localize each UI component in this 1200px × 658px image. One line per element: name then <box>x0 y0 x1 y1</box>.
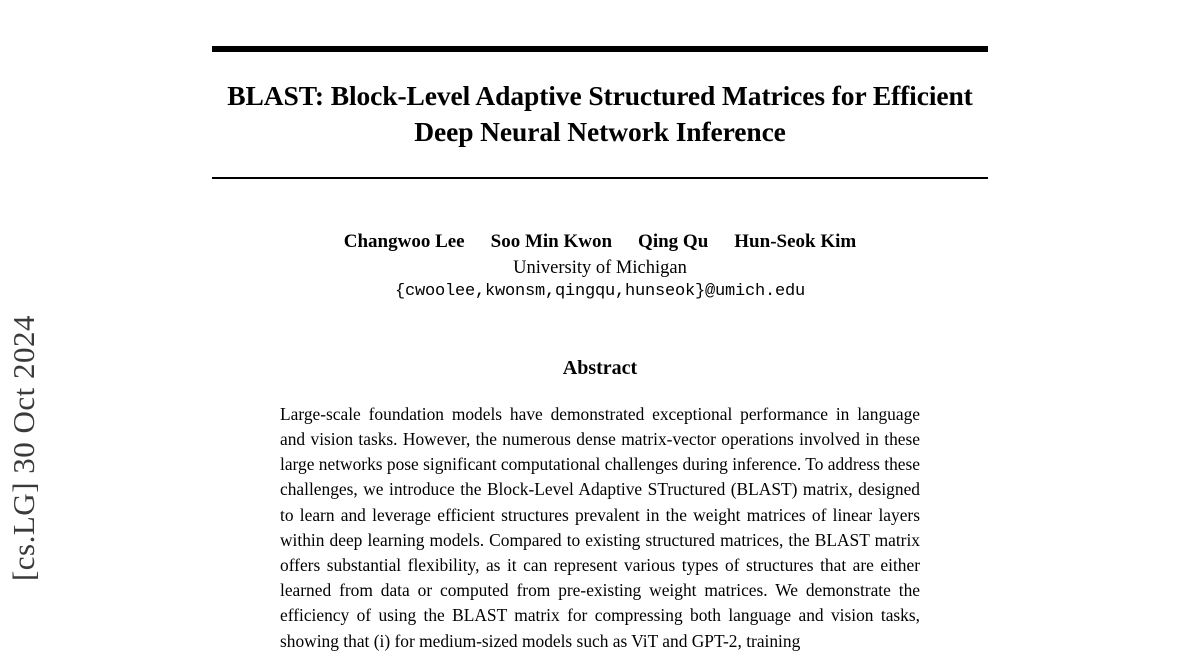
arxiv-identifier-stamp: [cs.LG] 30 Oct 2024 <box>6 314 41 582</box>
author-name: Soo Min Kwon <box>490 230 613 252</box>
abstract-body <box>280 402 920 654</box>
author-list <box>212 231 988 253</box>
author-emails: {cwoolee,kwonsm,qingqu,hunseok}@umich.edu <box>394 281 806 301</box>
paper-page <box>212 0 988 651</box>
title-rule-bottom <box>212 177 988 179</box>
title-rule-top <box>212 46 988 52</box>
abstract-paragraph: Large-scale foundation models have demonstrated exceptional performance in language and vision tasks. However, the numerous dense matrix-vector operations involved in these large networks pose significant computational challenges during inference. To address these challenges, we introduce the Block-Level Adaptive STructured (BLAST) matrix, designed to learn and leverage efficient structures prevalent in the weight matrices of linear layers within deep learning models. Compared to existing structured matrices, the BLAST matrix offers substantial flexibility, as it can represent various types of structures that are either learned from data or computed from pre-existing weight matrices. We demonstrate the efficiency of using the BLAST matrix for compressing both language and vision tasks, showing that (i) for medium-sized models such as ViT and GPT-2, training <box>280 403 920 651</box>
abstract-heading: Abstract <box>562 356 638 379</box>
affiliation: University of Michigan <box>513 257 687 278</box>
author-name: Hun-Seok Kim <box>734 230 857 252</box>
author-name: Changwoo Lee <box>343 230 465 252</box>
page-title: BLAST: Block-Level Adaptive Structured Matrices for Efficient Deep Neural Network Inference <box>227 80 973 148</box>
author-name: Qing Qu <box>638 230 709 252</box>
